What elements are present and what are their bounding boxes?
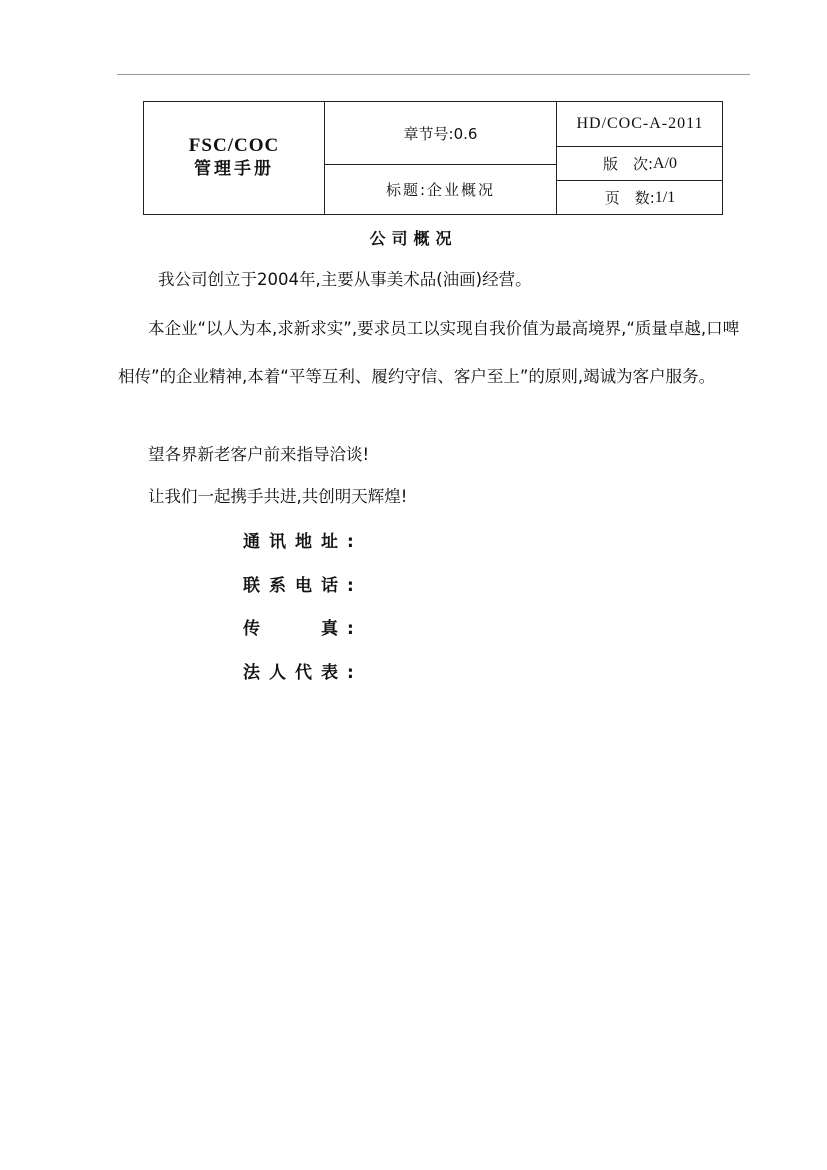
version-label: 版 次: bbox=[602, 155, 654, 173]
pages-label: 页 数: bbox=[604, 189, 655, 207]
page-title: 公司概况 bbox=[369, 229, 458, 248]
document-header-table bbox=[143, 101, 723, 215]
pages-cell bbox=[557, 181, 723, 214]
contact-fax-label: 传 真: bbox=[243, 619, 363, 639]
version-value: A/0 bbox=[653, 154, 678, 172]
header-rule bbox=[117, 74, 750, 75]
contact-phone-label: 联系电话: bbox=[243, 576, 363, 596]
contact-address-label: 通讯地址: bbox=[243, 532, 363, 552]
version-cell bbox=[557, 147, 723, 180]
paragraph-intro: 我公司创立于2004年,主要从事美术品(油画)经营。 bbox=[158, 270, 532, 289]
section-title: 标题:企业概况 bbox=[385, 181, 496, 199]
pages-value: 1/1 bbox=[654, 188, 676, 206]
paragraph-philosophy: 本企业“以人为本,求新求实”,要求员工以实现自我价值为最高境界,“质量卓越,口啤相传”的企业精神,本着“平等互利、履约守信、客户至上”的原则,竭诚为客户服务。 bbox=[118, 319, 740, 386]
brand-chinese: 管理手册 bbox=[194, 159, 274, 179]
chapter-number: 章节号:0.6 bbox=[403, 124, 478, 143]
document-number: HD/COC-A-2011 bbox=[576, 115, 704, 132]
brand-english: FSC/COC bbox=[188, 135, 280, 156]
manual-brand-cell bbox=[144, 102, 324, 214]
paragraph-closing: 让我们一起携手共进,共创明天辉煌! bbox=[148, 487, 408, 506]
paragraph-invitation: 望各界新老客户前来指导洽谈! bbox=[148, 445, 370, 464]
contact-representative-label: 法人代表: bbox=[243, 663, 363, 683]
